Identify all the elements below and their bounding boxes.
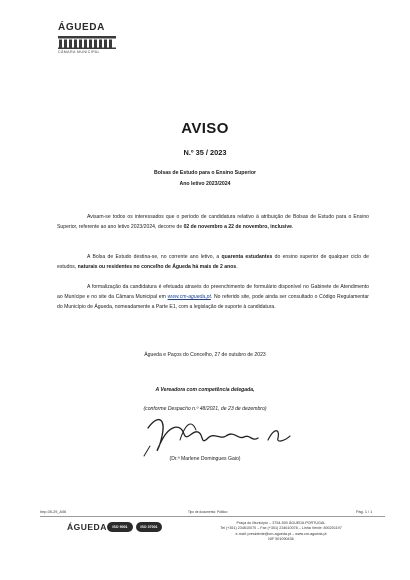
notice-number: N.º 35 / 2023: [183, 148, 227, 157]
contact-phone: Tel (+351) 234610070 – Fax (+351) 234610078 – Linha Verde: 800201197: [220, 526, 342, 531]
bold-student-count: quarenta estudantes: [221, 254, 273, 260]
text-span: .: [292, 224, 294, 230]
certification-badge: ISO 37001: [136, 522, 162, 532]
logo-wordmark: ÁGUEDA: [58, 22, 105, 33]
subject-line-1: Bolsas de Estudo para o Ensino Superior: [153, 170, 257, 176]
text-span: A Bolsa de Estudo destina-se, no corrente ano letivo, a: [87, 254, 222, 260]
logo-subtitle: CÂMARA MUNICIPAL: [58, 50, 100, 54]
document-type: Tipo de documento: Público: [188, 510, 228, 514]
paragraph-eligibility: [57, 252, 369, 272]
contact-address: Praça do Município – 3754-500 ÁGUEDA PORTUGAL: [236, 521, 326, 525]
page-number: Pág. 1 / 1: [356, 510, 373, 514]
contact-nif: NIF 501090436: [268, 537, 294, 542]
place-and-date: Águeda e Paços do Concelho, 27 de outubro de 2023: [144, 352, 266, 358]
text-span: . No referido site, pode ainda ser consultado o Código Regulamentar do Município de Águeda, nomeadamente a Parte E1, com a legislação de suporte à candidatura.: [57, 294, 370, 310]
text-span: do ensino superior de qualquer ciclo de estudos,: [57, 254, 369, 270]
town-hall-emblem-icon: [58, 35, 116, 49]
footer-divider: [40, 516, 385, 517]
contact-email: e-mail: presidente@cm-agueda.pt – www.cm-agueda.pt: [235, 531, 327, 536]
handwritten-signature: [140, 410, 310, 460]
signatory-role: A Vereadora com competência delegada,: [155, 387, 255, 393]
footer-contact: [206, 521, 356, 543]
text-span: .: [236, 264, 238, 270]
header-logo: [58, 22, 118, 54]
paragraph-submission: [57, 282, 369, 312]
form-reference: Imp-05-29_A06: [40, 510, 67, 514]
notice-title: AVISO: [181, 120, 229, 137]
notice-subject: [0, 168, 410, 190]
certification-badge: ISO 9001: [107, 522, 133, 532]
subject-line-2: Ano letivo 2023/2024: [179, 181, 231, 187]
signer-name: (Dr.ª Marlene Domingues Gaio): [169, 456, 241, 462]
delegation-order: (conforme Despacho n.º 48/2021, de 23 de dezembro): [143, 406, 267, 412]
website-link[interactable]: www.cm-agueda.pt: [167, 294, 211, 300]
paragraph-application-period: [57, 212, 369, 232]
footer-logo: ÁGUEDA: [67, 522, 107, 532]
text-span: A formalização da candidatura é efetuada através do preenchimento de formulário disponível no Gabinete de Atendimento ao Munícipe e no site da Câmara Municipal em: [57, 284, 369, 300]
bold-dates: 02 de novembro a 22 de novembro, inclusive: [183, 224, 293, 230]
text-span: Avisam-se todos os interessados que o período de candidatura relativo à atribuição de Bolsas de Estudo para o Ensino Superior, referente ao ano letivo 2023/2024, decorre de: [57, 214, 369, 230]
bold-residency: naturais ou residentes no concelho de Águeda há mais de 2 anos: [77, 264, 237, 270]
